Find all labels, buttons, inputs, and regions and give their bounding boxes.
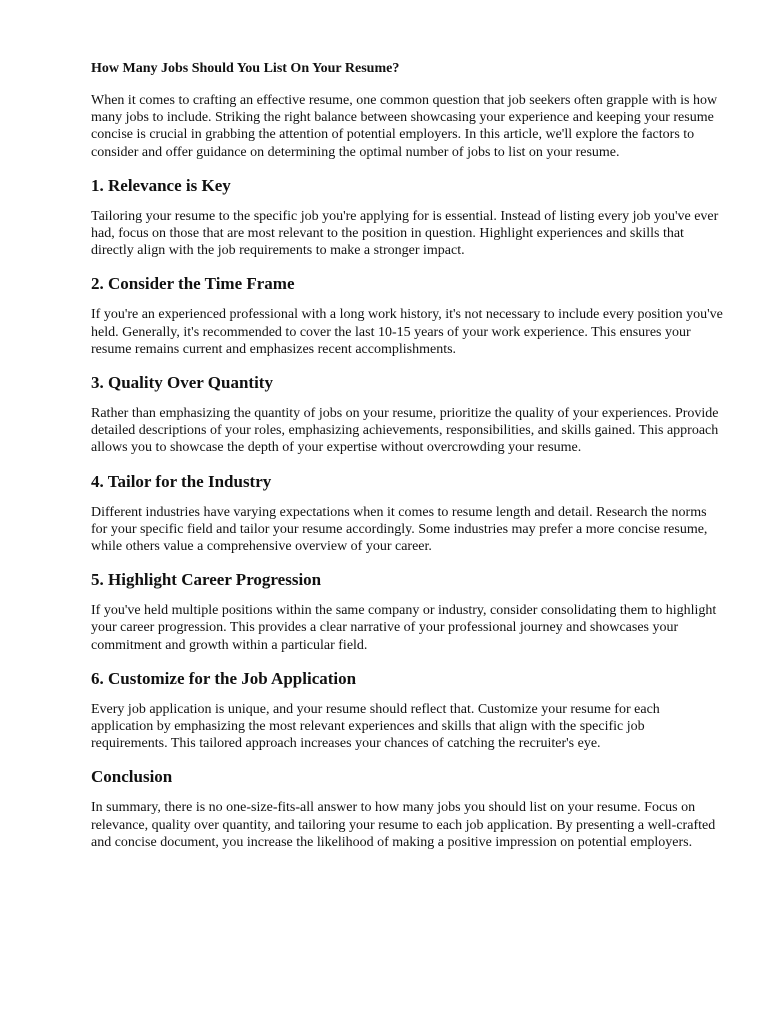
section-heading-conclusion: Conclusion: [91, 767, 173, 787]
section-body-time-frame: If you're an experienced professional with a long work history, it's not necessary to include every position you've held. Generally, it's recommended to cover the last 10-15 years of your work experience. This ensures your resume remains current and emphasizes recent accomplishments.: [91, 307, 723, 357]
intro-paragraph: When it comes to crafting an effective resume, one common question that job seekers often grapple with is how many jobs to include. Striking the right balance between showcasing your experience and keeping your resume concise is crucial in grabbing the attention of potential employers. In this article, we'll explore the factors to consider and offer guidance on determining the optimal number of jobs to list on your resume.: [91, 93, 718, 160]
section-heading-customize: 6. Customize for the Job Application: [91, 668, 357, 688]
section-heading-relevance: 1. Relevance is Key: [91, 175, 231, 195]
section-body-relevance: Tailoring your resume to the specific job you're applying for is essential. Instead of listing every job you've ever had, focus on those that are most relevant to the position in question. Highlight experiences and skills that directly align with the job requirements to make a stronger impact.: [91, 208, 719, 259]
document-page: [91, 60, 723, 865]
section-body-conclusion: In summary, there is no one-size-fits-all answer to how many jobs you should list on your resume. Focus on relevance, quality over quantity, and tailoring your resume to each job application. By presenting a well-crafted and concise document, you increase the likelihood of making a positive impression on potential employers.: [91, 800, 716, 850]
section-body-quality: Rather than emphasizing the quantity of jobs on your resume, prioritize the quality of your experiences. Provide detailed descriptions of your roles, emphasizing achievements, responsibilities, and skills gained. This approach allows you to showcase the depth of your expertise without overcrowding your resume.: [91, 406, 719, 456]
section-heading-industry: 4. Tailor for the Industry: [91, 471, 272, 491]
section-heading-quality: 3. Quality Over Quantity: [91, 373, 273, 393]
section-heading-time-frame: 2. Consider the Time Frame: [91, 274, 295, 294]
section-heading-career-progression: 5. Highlight Career Progression: [91, 570, 322, 590]
section-body-industry: Different industries have varying expectations when it comes to resume length and detail. Research the norms for your specific field and tailor your resume accordingly. Some industries may prefer a more concise resume, while others value a comprehensive overview of your career.: [91, 504, 708, 555]
document-title: How Many Jobs Should You List On Your Resume?: [91, 61, 400, 76]
section-body-career-progression: If you've held multiple positions within the same company or industry, consider consolidating them to highlight your career progression. This provides a clear narrative of your professional journey and showcases your commitment and growth within a particular field.: [91, 603, 717, 653]
section-body-customize: Every job application is unique, and your resume should reflect that. Customize your resume for each application by emphasizing the most relevant experiences and skills that align with the specific job requirements. This tailored approach increases your chances of catching the recruiter's eye.: [91, 701, 660, 752]
